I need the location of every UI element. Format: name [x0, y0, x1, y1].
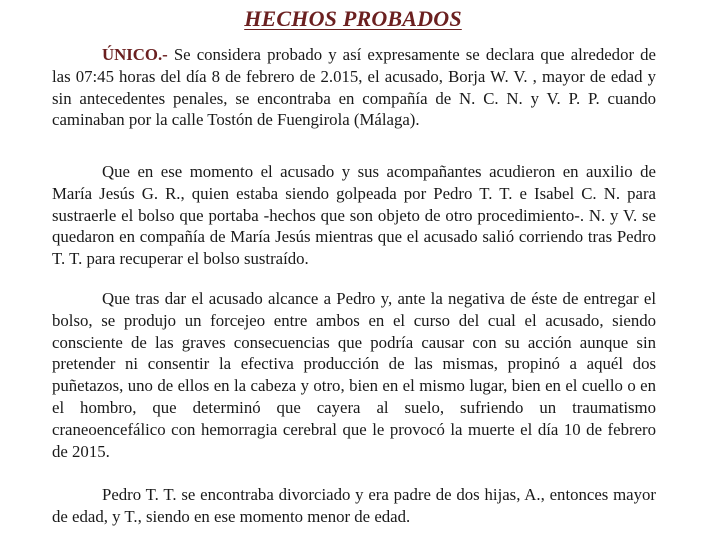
- paragraph-text: Se considera probado y así expresamente se declara que alrededor de las 07:45 horas del día 8 de febrero de 2.015, el acusado, Borja W. V. , mayor de edad y sin antecedentes penales, se encontraba en compañía de N. C. N. y V. P. P. cuando caminaban por la calle Tostón de Fuengirola (Málaga).: [52, 45, 656, 130]
- section-title: HECHOS PROBADOS: [244, 6, 462, 31]
- paragraph-auxilio: [52, 161, 656, 270]
- paragraph-text: Que en ese momento el acusado y sus acompañantes acudieron en auxilio de María Jesús G. R., quien estaba siendo golpeada por Pedro T. T. e Isabel C. N. para sustraerle el bolso que portaba -hechos que son objeto de otro procedimiento-. N. y V. se quedaron en compañía de María Jesús mientras que el acusado salió corriendo tras Pedro T. T. para recuperar el bolso sustraído.: [52, 162, 656, 269]
- paragraph-text: Pedro T. T. se encontraba divorciado y era padre de dos hijas, A., entonces mayor de edad, y T., siendo en ese momento menor de edad.: [52, 485, 656, 526]
- paragraph-lead-label: ÚNICO.-: [102, 45, 168, 64]
- paragraph-familia: [52, 484, 656, 528]
- paragraph-text: Que tras dar el acusado alcance a Pedro y, ante la negativa de éste de entregar el bolso, se produjo un forcejeo entre ambos en el curso del cual el acusado, siendo consciente de las graves consecuencias que podría causar con su acción aunque sin pretender ni consentir la efectiva producción de las mismas, propinó a aquél dos puñetazos, uno de ellos en la cabeza y otro, bien en el mismo lugar, bien en el cuello o en el hombro, que determinó que cayera al suelo, sufriendo un traumatismo craneoencefálico con hemorragia cerebral que le provocó la muerte el día 10 de febrero de 2015.: [52, 289, 656, 461]
- paragraph-forcejeo: [52, 288, 656, 462]
- paragraph-unico: [52, 44, 656, 131]
